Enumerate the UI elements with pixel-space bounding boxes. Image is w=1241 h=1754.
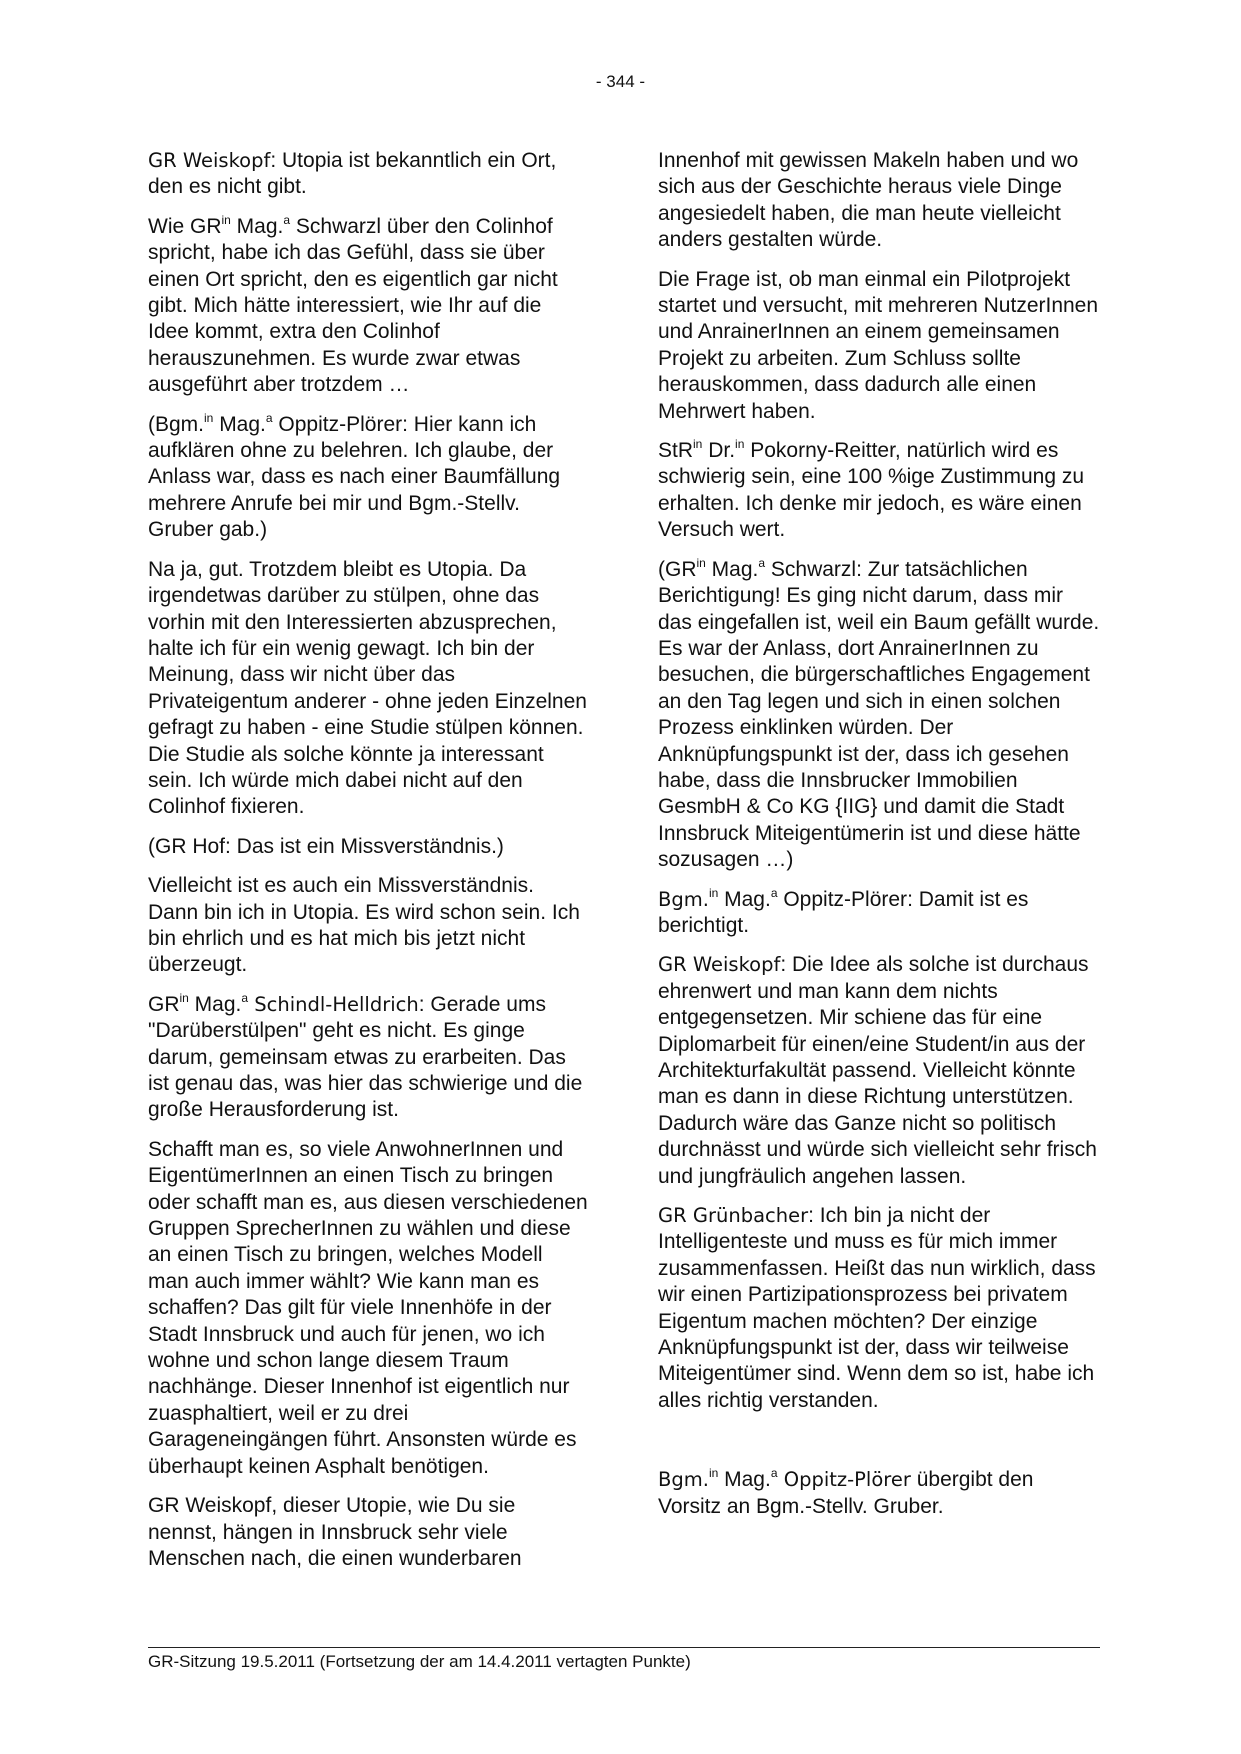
paragraph: ($GR^{in}$ Mag.$^a$ Schwarzl: Zur tatsächlichen Berichtigung! Es ging nicht darum, dass mir das eingefallen ist, weil ein Baum gefällt wurde. Es war der Anlass, dort AnrainerInnen zu besuchen, die bürgerschaftliches Engagement an den Tag legen und sich in einen solchen Prozess einklinken würden. Der Anknüpfungspunkt ist der, dass ich gesehen habe, dass die Innsbrucker Immobilien GesmbH & Co KG {IIG} und damit die Stadt Innsbruck Miteigentümerin ist und diese hätte sozusagen …) (658, 555, 1100, 872)
spacer (658, 1427, 1100, 1467)
paragraph: (Bgm.$^{in}$ Mag.$^a$ Oppitz-Plörer: Hier kann ich aufklären ohne zu belehren. Ich glaube, der Anlass war, dass es nach einer Baumfällung mehrere Anrufe bei mir und Bgm.-Stellv. Gruber gab.) (148, 410, 561, 542)
speaker-name: GR Grünbacher (658, 1204, 809, 1228)
paragraph: (GR Hof: Das ist ein Missverständnis.) (148, 834, 504, 858)
paragraph: Bgm.$^{in}$ Mag.$^a$ Oppitz-Plörer: Damit ist es berichtigt. (658, 885, 1029, 937)
speaker-name: GR Weiskopf (658, 953, 781, 977)
paragraph: GR Weiskopf: Die Idee als solche ist durchaus ehrenwert und man kann dem nichts entgegensetzen. Mir schiene das für eine Diplomarbeit für einen/eine Student/in aus der Architekturfakultät passend. Vielleicht könnte man es dann in diese Richtung unterstützen. Dadurch wäre das Ganze nicht so politisch durchnässt und würde sich vielleicht sehr frisch und jungfräulich angehen lassen. (658, 953, 1097, 1188)
paragraph: Innenhof mit gewissen Makeln haben und wo sich aus der Geschichte heraus viele Dinge angesiedelt haben, die man heute vielleicht anders gestalten würde. (658, 149, 1079, 252)
left-column (148, 148, 588, 1585)
footer-text: GR-Sitzung 19.5.2011 (Fortsetzung der am 14.4.2011 vertagten Punkte) (148, 1652, 691, 1671)
paragraph: Vielleicht ist es auch ein Missverständnis. Dann bin ich in Utopia. Es wird schon sein. Ich bin ehrlich und es hat mich bis jetzt nicht überzeugt. (148, 874, 580, 977)
paragraph: Na ja, gut. Trotzdem bleibt es Utopia. Da irgendetwas darüber zu stülpen, ohne das vorhin mit den Interessierten abzusprechen, halte ich für ein wenig gewagt. Ich bin der Meinung, dass wir nicht über das Privateigentum anderer - ohne jeden Einzelnen gefragt zu haben - eine Studie stülpen können. Die Studie als solche könnte ja interessant sein. Ich würde mich dabei nicht auf den Colinhof fixieren. (148, 557, 587, 819)
paragraph: GR Grünbacher: Ich bin ja nicht der Intelligenteste und muss es für mich immer zusammenfassen. Heißt das nun wirklich, dass wir einen Partizipationsprozess bei privatem Eigentum machen möchten? Der einzige Anknüpfungspunkt ist der, dass wir teilweise Miteigentümer sind. Wenn dem so ist, habe ich alles richtig verstanden. (658, 1204, 1096, 1412)
paragraph: Bgm.$^{in}$ Mag.$^a$ Oppitz-Plörer übergibt den Vorsitz an Bgm.-Stellv. Gruber. (658, 1466, 1034, 1518)
footer-divider (148, 1647, 1100, 1648)
speaker-name: Schindl-Helldrich (248, 992, 419, 1016)
paragraph: StR$^{in}$ Dr.$^{in}$ Pokorny-Reitter, natürlich wird es schwierig sein, eine 100 %ige Zustimmung zu erhalten. Ich denke mir jedoch, es wäre einen Versuch wert. (658, 437, 1085, 542)
paragraph: Die Frage ist, ob man einmal ein Pilotprojekt startet und versucht, mit mehreren NutzerInnen und AnrainerInnen an einem gemeinsamen Projekt zu arbeiten. Zum Schluss sollte herauskommen, dass dadurch alle einen Mehrwert haben. (658, 267, 1099, 423)
speaker-name: Oppitz-Plörer (777, 887, 908, 911)
paragraph: GR Weiskopf: Utopia ist bekanntlich ein Ort, den es nicht gibt. (148, 149, 557, 199)
paragraph: Wie $GR^{in}$ Mag.$^a$ Schwarzl über den Colinhof spricht, habe ich das Gefühl, dass sie über einen Ort spricht, den es eigentlich gar nicht gibt. Mich hätte interessiert, wie Ihr auf die Idee kommt, extra den Colinhof herauszunehmen. Es wurde zwar etwas ausgeführt aber trotzdem … (148, 212, 558, 397)
paragraph: $GR^{in}$ Mag.$^a$ Schindl-Helldrich: Gerade ums "Darüberstülpen" geht es nicht. Es ginge darum, gemeinsam etwas zu erarbeiten. Das ist genau das, was hier das schwierige und die große Herausforderung ist. (148, 990, 583, 1122)
paragraph: GR Weiskopf, dieser Utopie, wie Du sie nennst, hängen in Innsbruck sehr viele Menschen nach, die einen wunderbaren (148, 1494, 522, 1570)
page-number: - 344 - (595, 72, 646, 91)
right-column (658, 148, 1100, 1533)
paragraph: Schafft man es, so viele AnwohnerInnen und EigentümerInnen an einen Tisch zu bringen oder schafft man es, aus diesen verschiedenen Gruppen SprecherInnen zu wählen und diese an einen Tisch zu bringen, welches Modell man auch immer wählt? Wie kann man es schaffen? Das gilt für viele Innenhöfe in der Stadt Innsbruck und auch für jenen, wo ich wohne und schon lange diesem Traum nachhänge. Dieser Innenhof ist eigentlich nur zuasphaltiert, weil er zu drei Garageneingängen führt. Ansonsten würde es überhaupt keinen Asphalt benötigen. (148, 1137, 588, 1478)
speaker-name: Oppitz-Plörer (777, 1468, 911, 1492)
speaker-name: GR Weiskopf (148, 149, 271, 172)
